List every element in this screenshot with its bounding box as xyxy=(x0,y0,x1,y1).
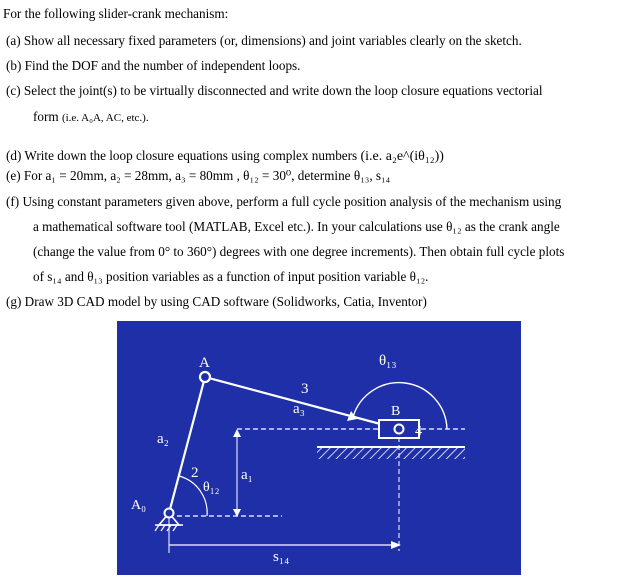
label-a3: a₃ xyxy=(293,401,305,417)
mechanism-diagram xyxy=(117,321,521,575)
item-c-note: (i.e. A₀A, AC, etc.). xyxy=(61,112,149,124)
link-2 xyxy=(169,377,205,513)
joint-a xyxy=(200,372,210,382)
a1-arrow-top xyxy=(233,429,241,437)
label-theta13: θ₁₃ xyxy=(379,353,397,369)
mechanism-figure xyxy=(117,321,521,575)
item-c-line1: (c) Select the joint(s) to be virtually disconnected and write down the loop closure equations vectorial xyxy=(6,83,543,98)
item-f-line3: (change the value from 0° to 360°) degrees with one degree increments). Then obtain full cycle plots xyxy=(33,244,565,259)
item-f-line1: (f) Using constant parameters given above, perform a full cycle position analysis of the mechanism using xyxy=(6,194,562,209)
item-d-text: (d) Write down the loop closure equations using complex numbers xyxy=(6,148,361,163)
ground-hatch-a0-2 xyxy=(161,525,165,531)
label-a2: a₂ xyxy=(157,431,169,447)
label-link-2: 2 xyxy=(191,465,199,481)
label-s14: s₁₄ xyxy=(273,549,290,565)
item-e: (e) For a₁ = 20mm, a₂ = 28mm, a₃ = 80mm , θ₁₂ = 30⁰, determine θ₁₃, s₁₄ xyxy=(6,168,391,183)
item-a: (a) Show all necessary fixed parameters (or, dimensions) and joint variables clearly on the sketch. xyxy=(6,33,522,48)
label-a: A xyxy=(199,355,210,371)
item-f-line2: a mathematical software tool (MATLAB, Excel etc.). In your calculations use θ₁₂ as the crank angle xyxy=(33,219,560,234)
label-a0: A₀ xyxy=(131,498,146,513)
item-f-line4: of s₁₄ and θ₁₃ position variables as a function of input position variable θ₁₂. xyxy=(33,269,429,284)
item-c-form: form xyxy=(33,109,62,124)
item-b: (b) Find the DOF and the number of independent loops. xyxy=(6,58,301,73)
joint-b xyxy=(395,425,404,434)
label-theta12: θ₁₂ xyxy=(203,480,220,495)
intro-text: For the following slider-crank mechanism: xyxy=(3,6,229,21)
label-link-4: 4 xyxy=(415,424,422,439)
item-d xyxy=(6,148,444,165)
label-link-3: 3 xyxy=(301,381,309,397)
ground-hatch-a0-4 xyxy=(173,525,177,531)
label-a1: a₁ xyxy=(241,467,253,483)
label-b: B xyxy=(391,404,401,419)
item-g: (g) Draw 3D CAD model by using CAD software (Solidworks, Catia, Inventor) xyxy=(6,294,427,309)
item-c-line2 xyxy=(33,109,149,126)
slider-ground-hatch xyxy=(317,447,465,459)
item-d-note: (i.e. a₂e^(iθ₁₂)) xyxy=(360,149,444,164)
joint-a0 xyxy=(165,509,174,518)
ground-hatch-a0-1 xyxy=(155,525,159,531)
